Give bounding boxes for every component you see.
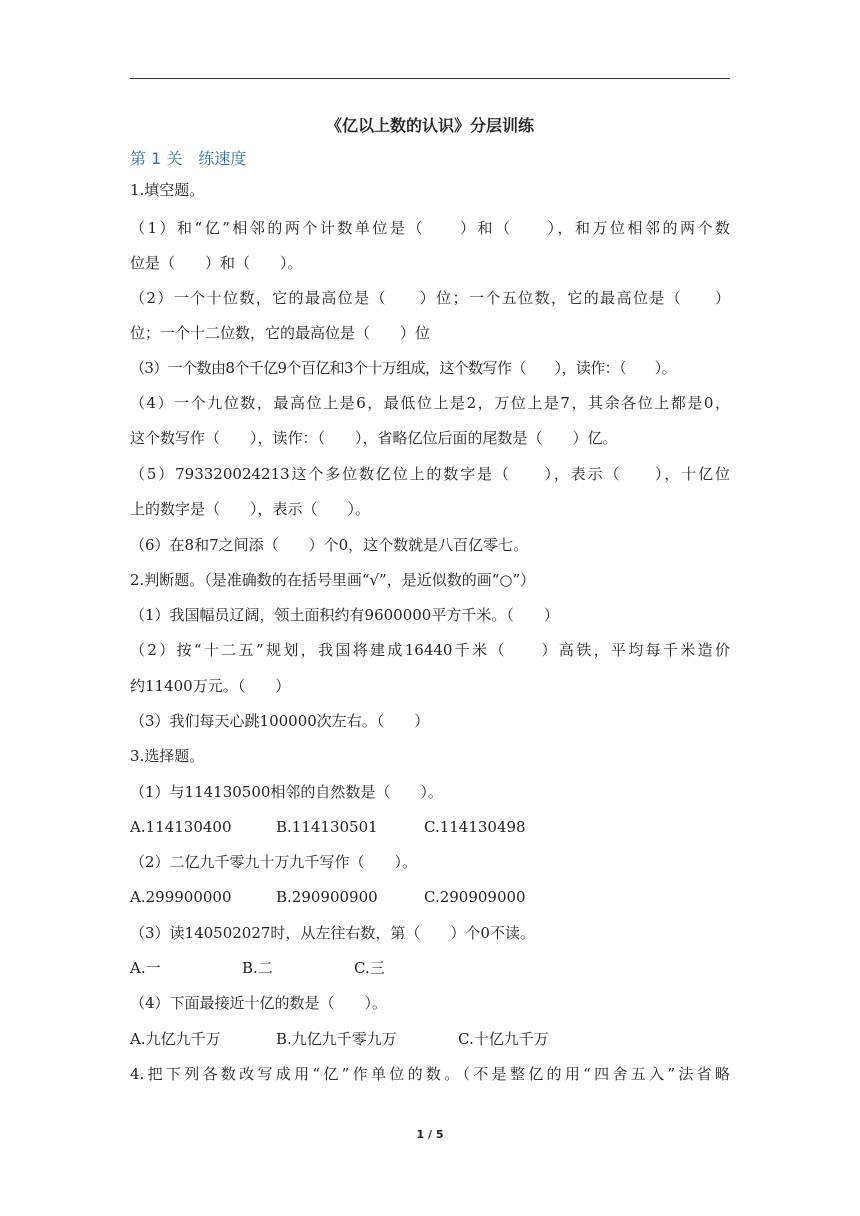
text-line: （3）读140502027时，从左往右数，第（ ）个0不读。	[130, 924, 535, 942]
option-b: B.二	[242, 959, 273, 977]
text-line: 位；一个十二位数，它的最高位是（ ）位	[130, 324, 431, 342]
option-a: A.114130400	[130, 818, 232, 836]
text-line: （1）和“亿”相邻的两个计数单位是（ ）和（ ），和万位相邻的两个数	[130, 219, 730, 237]
option-c: C.十亿九千万	[458, 1030, 549, 1048]
question-heading: 3.选择题。	[130, 747, 205, 765]
text-line: （6）在8和7之间添（ ）个0，这个数就是八百亿零七。	[130, 536, 529, 554]
text-line: 约11400万元。（ ）	[130, 677, 291, 695]
text-line: （2）二亿九千零九十万九千写作（ ）。	[130, 853, 418, 871]
option-c: C.290909000	[424, 888, 526, 906]
section-heading: 第 1 关 练速度	[130, 149, 247, 168]
text-line: （4）下面最接近十亿的数是（ ）。	[130, 994, 388, 1012]
option-a: A.一	[130, 959, 161, 977]
page-number: 1 / 5	[416, 1128, 444, 1141]
question-heading: 4.把下列各数改写成用“亿”作单位的数。（不是整亿的用“四舍五入”法省略	[130, 1065, 730, 1083]
question-heading: 2.判断题。（是准确数的在括号里画“√”，是近似数的画“○”）	[130, 571, 536, 589]
text-line: （2）一个十位数，它的最高位是（ ）位；一个五位数，它的最高位是（ ）	[130, 289, 730, 307]
text-line: （3）一个数由8个千亿9个百亿和3个十万组成，这个数写作（ ），读作：（ ）。	[130, 359, 677, 377]
text-line: （5）793320024213这个多位数亿位上的数字是（ ），表示（ ），十亿位	[130, 465, 730, 483]
text-line: （3）我们每天心跳100000次左右。（ ）	[130, 712, 430, 730]
option-b: B.114130501	[276, 818, 378, 836]
option-a: A.299900000	[130, 888, 232, 906]
text-line: 位是（ ）和（ ）。	[130, 254, 303, 272]
option-c: C.114130498	[424, 818, 526, 836]
text-line: （1）与114130500相邻的自然数是（ ）。	[130, 783, 443, 801]
question-heading: 1.填空题。	[130, 181, 205, 199]
option-b: B.九亿九千零九万	[276, 1030, 397, 1048]
page-title: 《亿以上数的认识》分层训练	[325, 116, 534, 135]
text-line: （2）按“十二五”规划，我国将建成16440千米（ ）高铁，平均每千米造价	[130, 641, 730, 659]
header-rule	[130, 78, 730, 79]
text-line: 这个数写作（ ），读作：（ ），省略亿位后面的尾数是（ ）亿。	[130, 429, 618, 447]
text-line: （1）我国幅员辽阔，领土面积约有9600000平方千米。（ ）	[130, 606, 559, 624]
option-a: A.九亿九千万	[130, 1030, 221, 1048]
option-c: C.三	[354, 959, 385, 977]
text-line: （4）一个九位数，最高位上是6，最低位上是2，万位上是7，其余各位上都是0，	[130, 394, 730, 412]
option-b: B.290900900	[276, 888, 378, 906]
text-line: 上的数字是（ ），表示（ ）。	[130, 500, 371, 518]
